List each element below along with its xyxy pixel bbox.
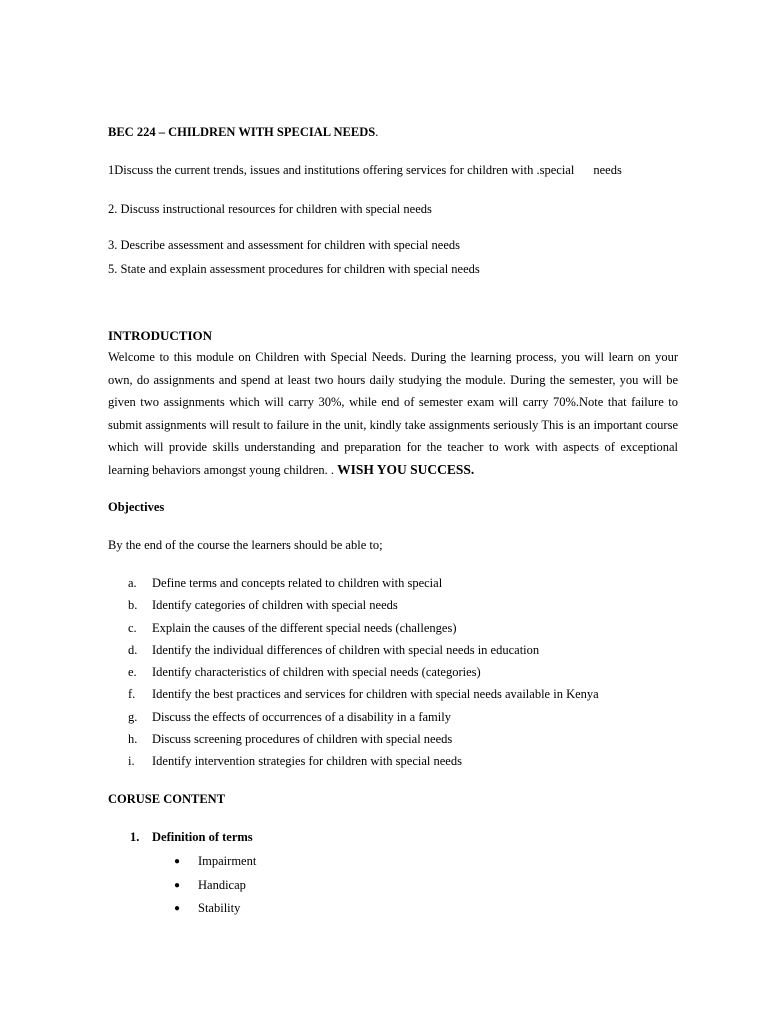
aim-item-5: 5. State and explain assessment procedures for children with special needs	[108, 262, 480, 276]
objective-marker: h.	[128, 732, 138, 747]
aim-item-1	[108, 163, 622, 178]
objective-text: Explain the causes of the different special needs (challenges)	[152, 620, 457, 635]
objective-marker: d.	[128, 642, 138, 657]
introduction-line: given two assignments which will carry 30%, while end of semester exam will carry 70%.Note that failure to	[108, 395, 678, 409]
objective-text: Identify characteristics of children with special needs (categories)	[152, 665, 481, 680]
aim-item-2: 2. Discuss instructional resources for children with special needs	[108, 202, 432, 216]
objective-item	[128, 664, 599, 686]
objectives-list	[128, 575, 599, 776]
introduction-last-line-text: learning behaviors amongst young children. .	[108, 462, 338, 477]
bullet-dot-icon: ●	[174, 879, 181, 891]
introduction-heading: INTRODUCTION	[108, 328, 213, 343]
course-content-heading: CORUSE CONTENT	[108, 792, 226, 806]
objective-text: Discuss the effects of occurrences of a disability in a family	[152, 709, 451, 724]
introduction-line: own, do assignments and spend at least two hours daily studying the module. During the semester, you will be	[108, 372, 678, 387]
objectives-lead: By the end of the course the learners should be able to;	[108, 538, 383, 552]
objective-text: Identify the individual differences of children with special needs in education	[152, 642, 540, 657]
bullet-dot-icon: ●	[174, 856, 181, 867]
objective-item	[128, 686, 599, 708]
objective-marker: c.	[128, 620, 137, 635]
objective-text: Identify the best practices and services for children with special needs available in Kenya	[152, 687, 599, 702]
term-text: Impairment	[198, 854, 257, 868]
terms-list	[174, 853, 256, 924]
objective-text: Define terms and concepts related to children with special	[152, 576, 443, 590]
objective-item	[128, 642, 599, 664]
course-title-period: .	[375, 125, 379, 139]
objective-item	[128, 620, 599, 642]
introduction-line: submit assignments will result to failure in the unit, kindly take assignments seriously This is an important course	[108, 417, 678, 432]
course-title	[108, 125, 378, 140]
term-item	[174, 853, 256, 877]
introduction-line: which will provide skills understanding and preparation for the teacher to work with aspects of exceptional	[108, 440, 678, 454]
section-definition-of-terms	[130, 830, 253, 845]
introduction-last-line	[108, 459, 678, 482]
objective-marker: g.	[128, 709, 138, 724]
term-item	[174, 877, 256, 901]
objective-item	[128, 575, 599, 597]
introduction-line: Welcome to this module on Children with Special Needs. During the learning process, you will learn on your	[108, 350, 678, 364]
objective-item	[128, 709, 599, 731]
objective-marker: a.	[128, 576, 137, 590]
objective-marker: f.	[128, 687, 136, 702]
objective-item	[128, 753, 599, 775]
section-title: Definition of terms	[152, 830, 253, 844]
objective-text: Discuss screening procedures of children with special needs	[152, 732, 453, 747]
introduction-paragraph	[108, 346, 678, 481]
objectives-heading: Objectives	[108, 500, 165, 514]
aim-item-3: 3. Describe assessment and assessment for children with special needs	[108, 238, 460, 252]
objective-text: Identify intervention strategies for children with special needs	[152, 754, 462, 769]
term-item	[174, 900, 256, 924]
course-title-text: BEC 224 – CHILDREN WITH SPECIAL NEEDS	[108, 125, 376, 139]
objective-marker: i.	[128, 754, 135, 769]
term-text: Handicap	[198, 877, 246, 892]
term-text: Stability	[198, 901, 241, 915]
objective-marker: b.	[128, 598, 138, 613]
objective-item	[128, 597, 599, 619]
aim-item-1-tail: needs	[593, 163, 622, 177]
objective-item	[128, 731, 599, 753]
objective-marker: e.	[128, 665, 137, 680]
section-number: 1.	[130, 830, 140, 844]
objective-text: Identify categories of children with special needs	[152, 598, 398, 613]
aim-item-1-text: 1Discuss the current trends, issues and institutions offering services for children with .special	[108, 163, 575, 177]
wish-you-success: WISH YOU SUCCESS.	[337, 461, 475, 477]
bullet-dot-icon: ●	[174, 903, 181, 914]
